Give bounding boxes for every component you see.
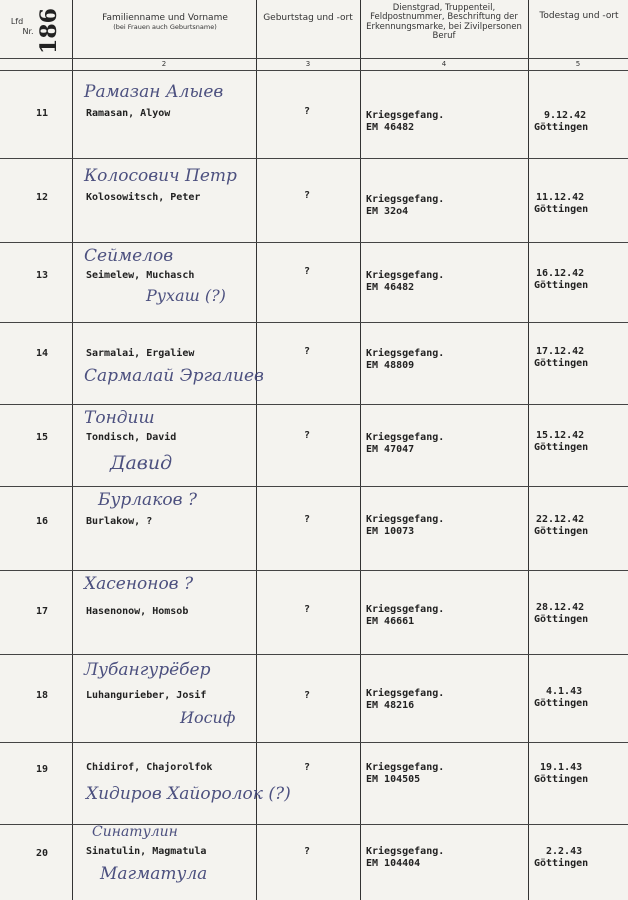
row-divider xyxy=(0,742,628,743)
handwritten-name: Хасенонов ? xyxy=(84,574,194,594)
column-number: 5 xyxy=(575,60,581,68)
row-divider xyxy=(0,242,628,243)
typed-name: Seimelew, Muchasch xyxy=(86,270,195,281)
tag-value: EM 104505 xyxy=(366,774,421,785)
header-lfd: Lfd xyxy=(10,17,24,26)
rank-value: Kriegsgefang. xyxy=(366,270,445,281)
typed-name: Tondisch, David xyxy=(86,432,177,443)
rank-value: Kriegsgefang. xyxy=(366,604,445,615)
death-date: 9.12.42 xyxy=(544,110,587,121)
death-place: Göttingen xyxy=(534,774,589,785)
column-divider xyxy=(360,0,361,900)
row-number: 16 xyxy=(36,516,49,527)
death-date: 28.12.42 xyxy=(536,602,585,613)
row-divider xyxy=(0,404,628,405)
rank-value: Kriegsgefang. xyxy=(366,846,445,857)
handwritten-name: Сармалай Эргалиев xyxy=(84,366,264,386)
handwritten-name: Хидиров Хайоролок (?) xyxy=(86,784,291,804)
rank-value: Kriegsgefang. xyxy=(366,514,445,525)
birth-value: ? xyxy=(304,846,311,857)
death-place: Göttingen xyxy=(534,858,589,869)
tag-value: EM 47047 xyxy=(366,444,415,455)
death-date: 22.12.42 xyxy=(536,514,585,525)
header-death: Todestag und -ort xyxy=(539,11,619,21)
rank-value: Kriegsgefang. xyxy=(366,348,445,359)
typed-name: Sarmalai, Ergaliew xyxy=(86,348,195,359)
typed-name: Burlakow, ? xyxy=(86,516,153,527)
tag-value: EM 48216 xyxy=(366,700,415,711)
death-place: Göttingen xyxy=(534,442,589,453)
handwritten-name: Сеймелов xyxy=(84,246,174,266)
row-number: 12 xyxy=(36,192,49,203)
row-divider xyxy=(0,654,628,655)
row-number: 17 xyxy=(36,606,49,617)
row-number: 20 xyxy=(36,848,49,859)
handwritten-name: Тондиш xyxy=(84,408,155,428)
death-place: Göttingen xyxy=(534,204,589,215)
typed-name: Ramasan, Alyow xyxy=(86,108,171,119)
row-divider xyxy=(0,58,628,59)
typed-name: Luhangurieber, Josif xyxy=(86,690,207,701)
rank-value: Kriegsgefang. xyxy=(366,688,445,699)
birth-value: ? xyxy=(304,690,311,701)
birth-value: ? xyxy=(304,106,311,117)
death-place: Göttingen xyxy=(534,358,589,369)
handwritten-name: Колосович Петр xyxy=(84,166,237,186)
birth-value: ? xyxy=(304,190,311,201)
header-service: Dienstgrad, Truppenteil, Feldpostnummer, Beschriftung der Erkennungsmarke, bei Zivilpersonen Beruf xyxy=(366,3,522,42)
typed-name: Sinatulin, Magmatula xyxy=(86,846,207,857)
column-divider xyxy=(528,0,529,900)
birth-value: ? xyxy=(304,762,311,773)
row-number: 11 xyxy=(36,108,49,119)
tag-value: EM 104404 xyxy=(366,858,421,869)
row-divider xyxy=(0,158,628,159)
handwritten-name: Синатулин xyxy=(92,824,178,840)
handwritten-name: Рухаш (?) xyxy=(146,286,226,305)
header-nr: Nr. xyxy=(22,27,34,36)
death-place: Göttingen xyxy=(534,280,589,291)
death-date: 19.1.43 xyxy=(540,762,583,773)
birth-value: ? xyxy=(304,346,311,357)
death-date: 11.12.42 xyxy=(536,192,585,203)
death-date: 16.12.42 xyxy=(536,268,585,279)
death-place: Göttingen xyxy=(534,526,589,537)
death-date: 4.1.43 xyxy=(546,686,583,697)
birth-value: ? xyxy=(304,604,311,615)
header-name: Familienname und Vorname (bei Frauen auch Geburtsname) xyxy=(102,13,228,31)
tag-value: EM 10073 xyxy=(366,526,415,537)
row-number: 15 xyxy=(36,432,49,443)
column-number: 2 xyxy=(161,60,167,68)
row-number: 13 xyxy=(36,270,49,281)
handwritten-name: Иосиф xyxy=(180,708,236,727)
column-number: 3 xyxy=(305,60,311,68)
handwritten-name: Давид xyxy=(110,452,173,474)
typed-name: Kolosowitsch, Peter xyxy=(86,192,201,203)
column-divider xyxy=(72,0,73,900)
handwritten-name: Лубангурёбер xyxy=(84,660,211,680)
handwritten-name: Рамазан Алыев xyxy=(84,82,224,102)
death-place: Göttingen xyxy=(534,122,589,133)
tag-value: EM 48809 xyxy=(366,360,415,371)
header-birth: Geburtstag und -ort xyxy=(263,13,353,23)
death-date: 2.2.43 xyxy=(546,846,583,857)
column-divider xyxy=(256,0,257,900)
birth-value: ? xyxy=(304,266,311,277)
tag-value: EM 46482 xyxy=(366,122,415,133)
rank-value: Kriegsgefang. xyxy=(366,110,445,121)
rank-value: Kriegsgefang. xyxy=(366,432,445,443)
column-number: 4 xyxy=(441,60,447,68)
birth-value: ? xyxy=(304,430,311,441)
death-date: 17.12.42 xyxy=(536,346,585,357)
row-divider xyxy=(0,322,628,323)
tag-value: EM 46661 xyxy=(366,616,415,627)
rank-value: Kriegsgefang. xyxy=(366,762,445,773)
row-number: 18 xyxy=(36,690,49,701)
typed-name: Chidirof, Chajorolfok xyxy=(86,762,213,773)
handwritten-name: Бурлаков ? xyxy=(98,490,197,510)
birth-value: ? xyxy=(304,514,311,525)
row-number: 19 xyxy=(36,764,49,775)
tag-value: EM 32o4 xyxy=(366,206,409,217)
death-place: Göttingen xyxy=(534,614,589,625)
typed-name: Hasenonow, Homsob xyxy=(86,606,189,617)
death-date: 15.12.42 xyxy=(536,430,585,441)
rank-value: Kriegsgefang. xyxy=(366,194,445,205)
tag-value: EM 46482 xyxy=(366,282,415,293)
handwritten-name: Магматула xyxy=(100,864,208,884)
row-divider xyxy=(0,70,628,71)
row-divider xyxy=(0,486,628,487)
page-number-stamp: 186 xyxy=(35,8,62,54)
death-place: Göttingen xyxy=(534,698,589,709)
row-divider xyxy=(0,570,628,571)
row-number: 14 xyxy=(36,348,49,359)
